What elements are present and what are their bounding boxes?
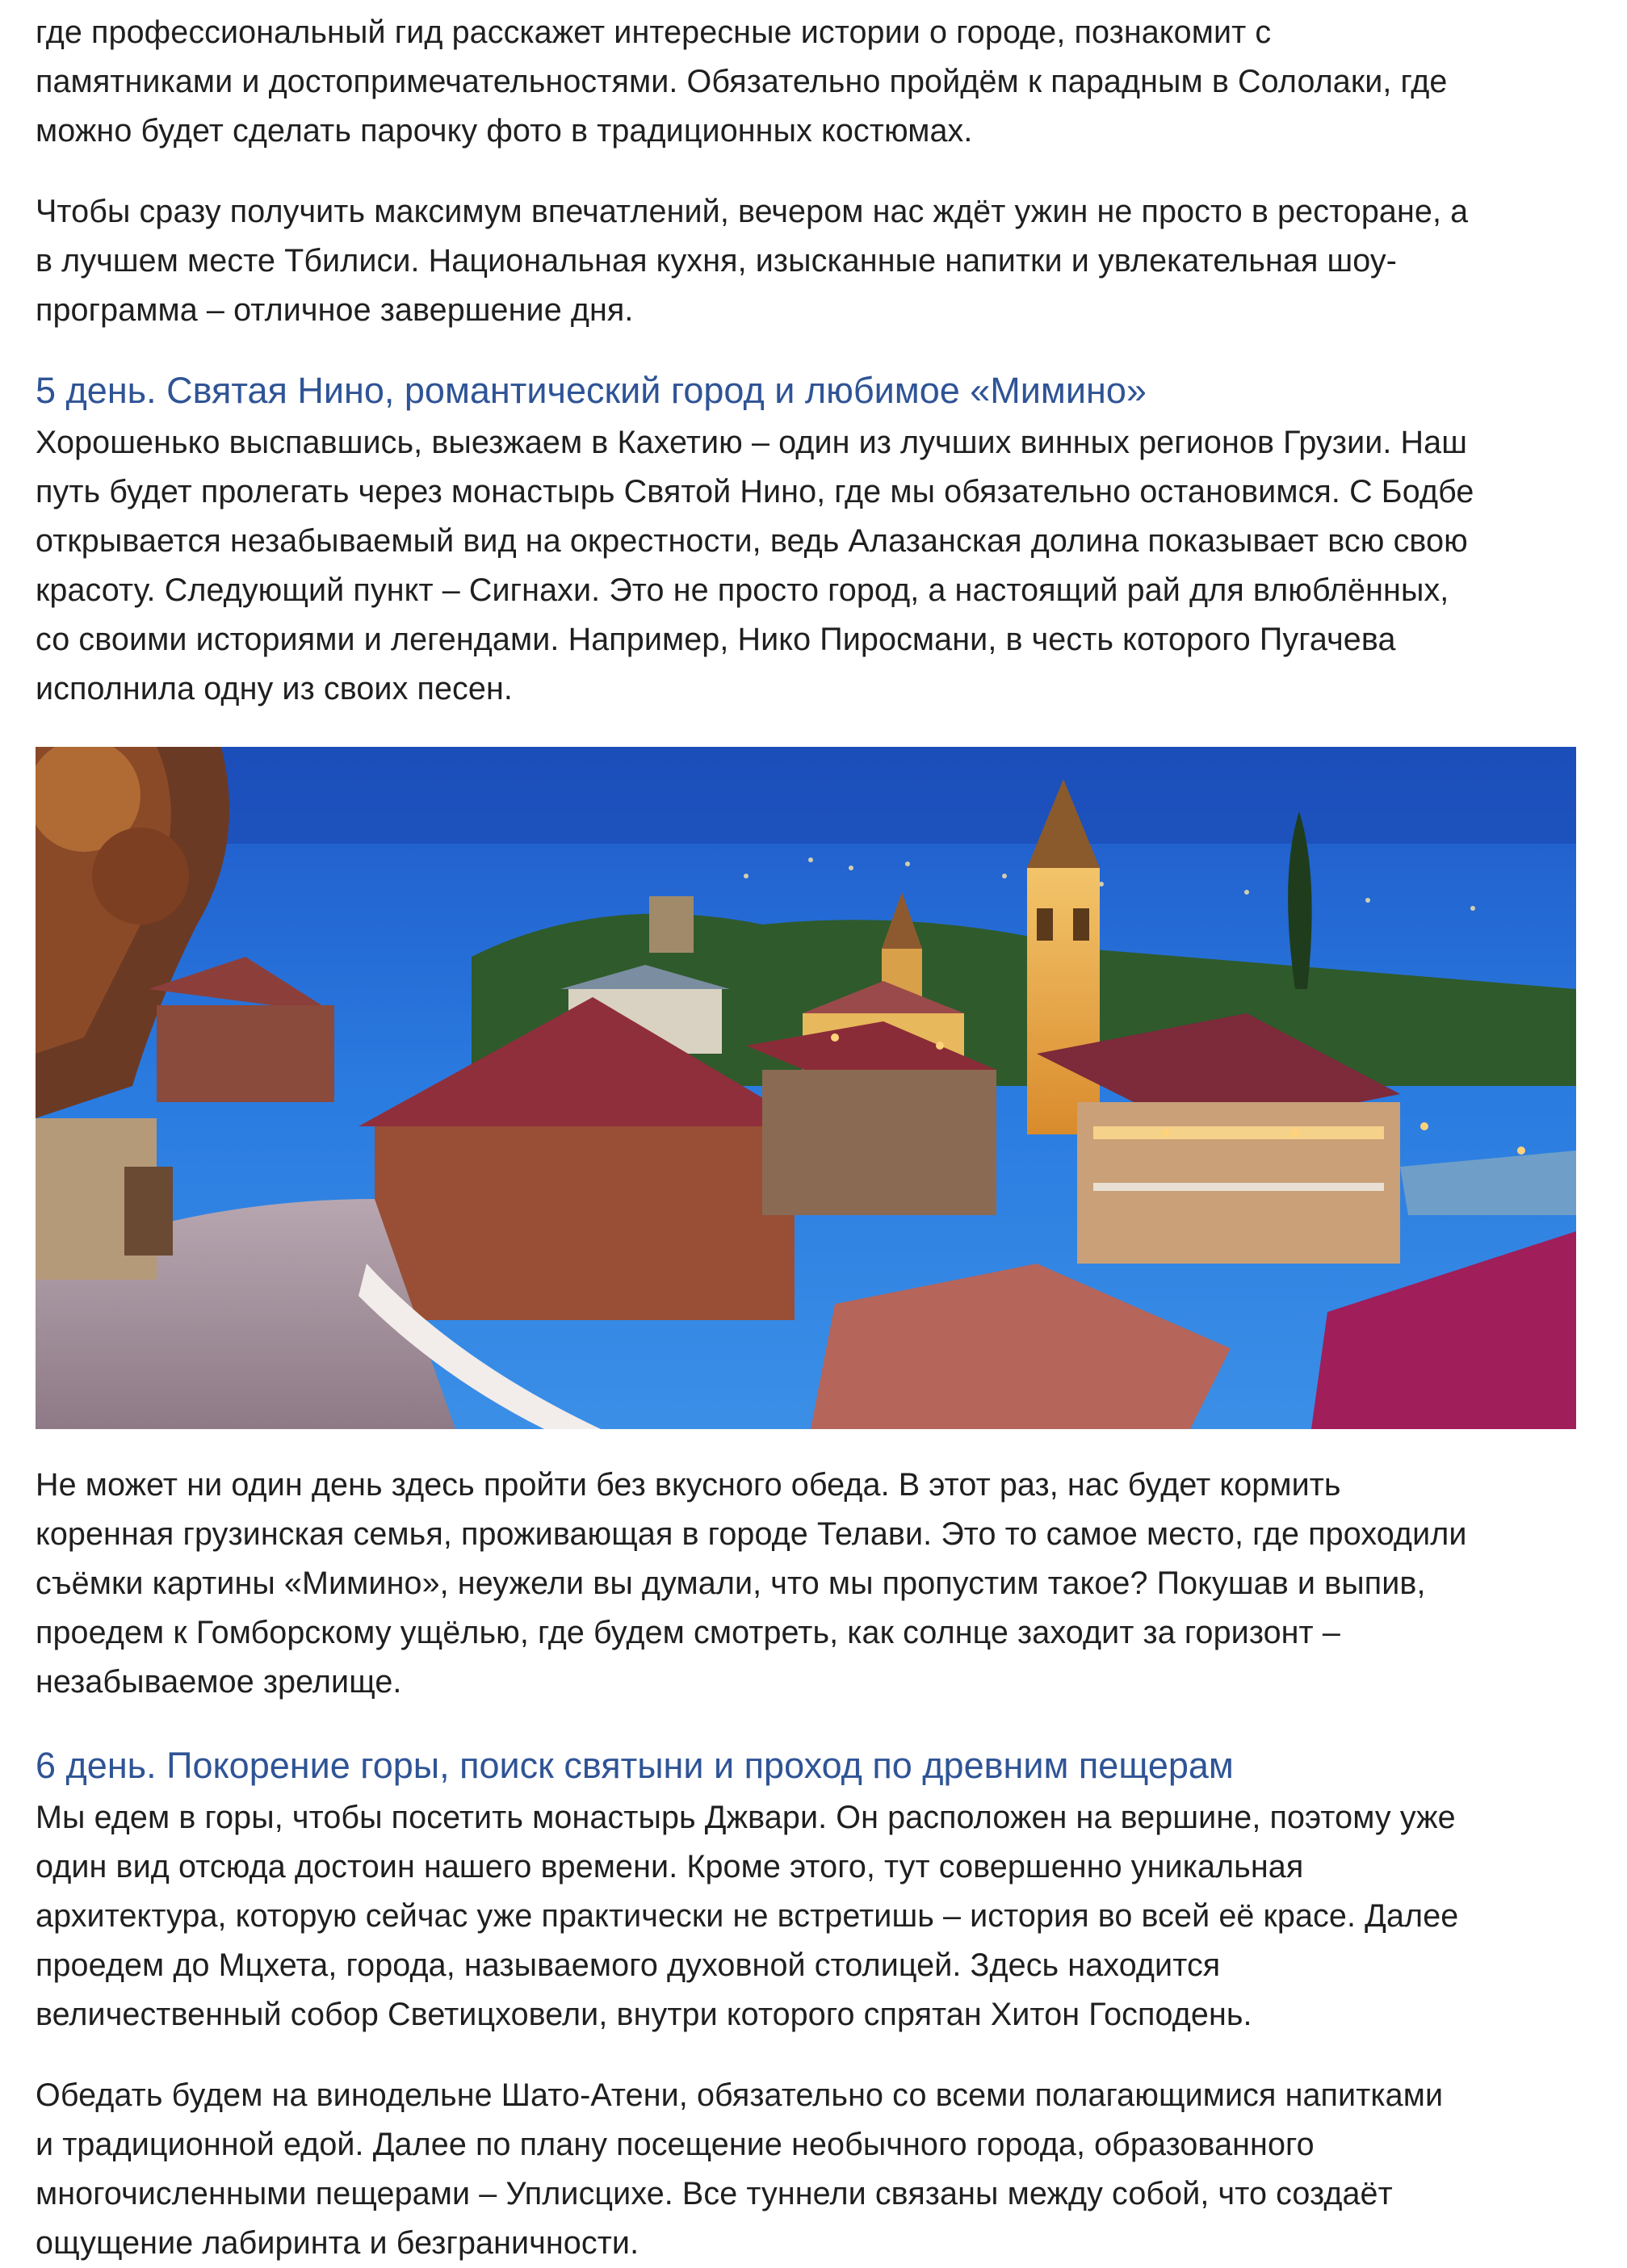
heading-day-5: 5 день. Святая Нино, романтический город и любимое «Мимино» (36, 370, 1147, 411)
paragraph-uplistsikhe: Обедать будем на винодельне Шато-Атени, обязательно со всеми полагающимися напитками и традиционной едой. Далее по плану посещение необычного города, образованного многочисленными пещерами – Уплисцихе. Все туннели связаны между собой, что создаёт ощущение лабиринта и безграничности. (36, 2077, 1444, 2261)
paragraph-jvari-mtskheta: Мы едем в горы, чтобы посетить монастырь Джвари. Он расположен на вершине, поэтому уже один вид отсюда достоин нашего времени. Кроме этого, тут совершенно уникальная архитектура, которую сейчас уже практически не встретишь – история во всей её красе. Далее проедем до Мцхета, города, называемого духовной столицей. Здесь находится величественный собор Светицховели, внутри которого спрятан Хитон Господень. (36, 1800, 1459, 2032)
paragraph-kakheti: Хорошенько выспавшись, выезжаем в Кахетию – один из лучших винных регионов Грузии. Наш путь будет пролегать через монастырь Святой Нино, где мы обязательно остановимся. С Бодбе открывается незабываемый вид на окрестности, ведь Алазанская долина показывает всю свою красоту. Следующий пункт – Сигнахи. Это не просто город, а настоящий рай для влюблённых, со своими историями и легендами. Например, Нико Пиросмани, в честь которого Пугачева исполнила одну из своих песен. (36, 425, 1474, 706)
heading-day-6: 6 день. Покорение горы, поиск святыни и проход по древним пещерам (36, 1745, 1234, 1786)
paragraph-tbilisi-guide: где профессиональный гид расскажет интересные истории о городе, познакомит с памятниками и достопримечательностями. Обязательно пройдём к парадным в Сололаки, где можно будет сделать парочку фото в традиционных костюмах. (36, 15, 1448, 149)
photo-signagi-town (36, 747, 1576, 1429)
signagi-illustration (36, 747, 1576, 1429)
paragraph-telavi-lunch: Не может ни один день здесь пройти без вкусного обеда. В этот раз, нас будет кормить коренная грузинская семья, проживающая в городе Телави. Это то самое место, где проходили съёмки картины «Мимино», неужели вы думали, что мы пропустим такое? Покушав и выпив, проедем к Гомборскому ущёлью, где будем смотреть, как солнце заходит за горизонт – незабываемое зрелище. (36, 1467, 1467, 1700)
paragraph-tbilisi-dinner: Чтобы сразу получить максимум впечатлений, вечером нас ждёт ужин не просто в ресторане, а в лучшем месте Тбилиси. Национальная кухня, изысканные напитки и увлекательная шоу- программа – отличное завершение дня. (36, 194, 1469, 328)
